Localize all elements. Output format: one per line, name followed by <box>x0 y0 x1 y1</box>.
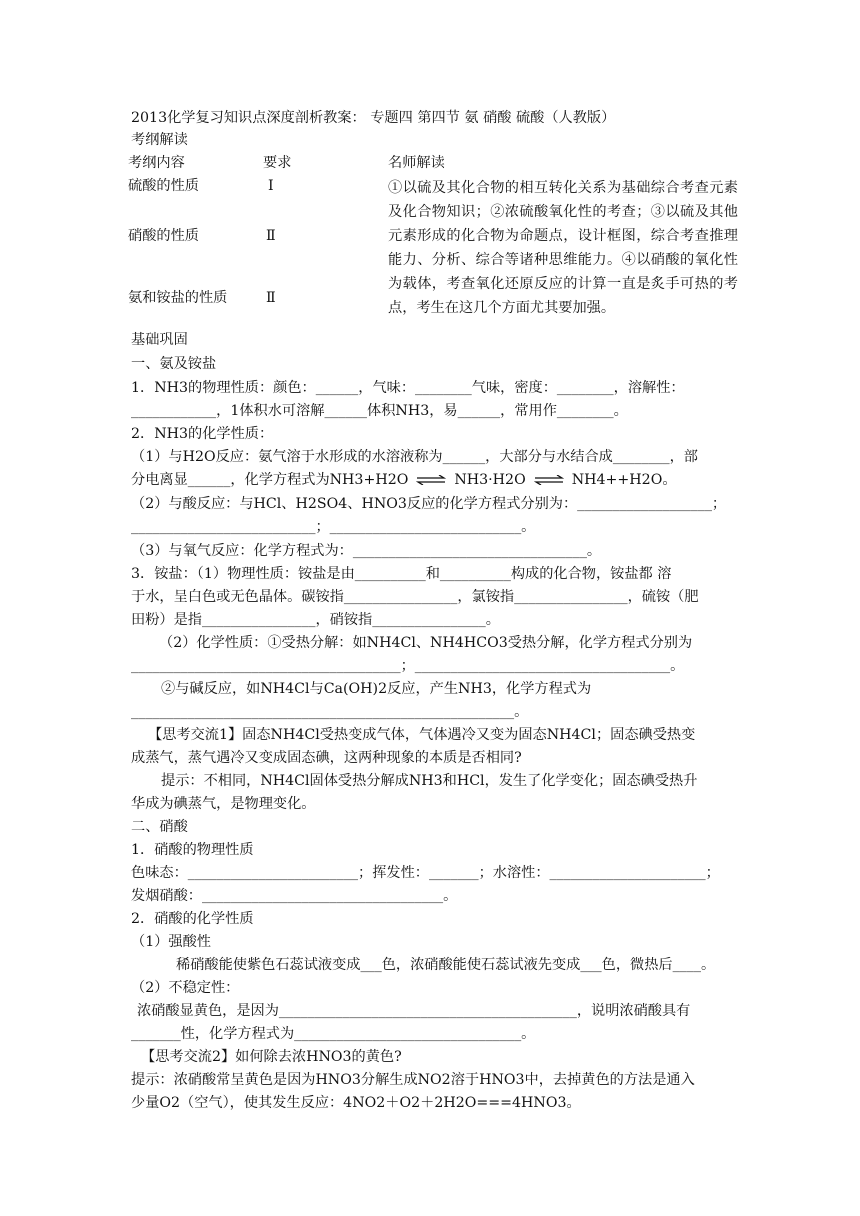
outline-row-requirement: Ⅱ <box>266 228 276 244</box>
outline-row-content: 硫酸的性质 <box>128 178 199 194</box>
exercise-line: 于水，呈白色或无色晶体。碳铵指________________，氯铵指________________，硫铵（肥 <box>131 589 699 605</box>
think-exchange-question: 成蒸气，蒸气遇冷又变成固态碘，这两种现象的本质是否相同? <box>131 750 522 766</box>
exercise-line: 田粉）是指________________，硝铵指________________。 <box>131 612 500 628</box>
exercise-line: （1）与H2O反应：氨气溶于水形成的水溶液称为______，大部分与水结合成________，部 <box>131 449 698 465</box>
exercise-line: 3．铵盐：（1）物理性质：铵盐是由__________和__________构成的化合物，铵盐都 溶 <box>131 566 672 582</box>
equilibrium-arrow-icon <box>416 475 446 485</box>
equation-line <box>131 470 677 491</box>
exercise-line: _______性，化学方程式为________________________________。 <box>131 1026 536 1042</box>
exercise-line: （2）不稳定性： <box>131 980 240 996</box>
equilibrium-arrow-icon <box>534 475 564 485</box>
exercise-line: （2）与酸反应：与HCl、H2SO4、HNO3反应的化学方程式分别为：___________________； <box>131 496 727 512</box>
document-title: 2013化学复习知识点深度剖析教案： 专题四 第四节 氨 硝酸 硫酸（人教版） <box>131 110 616 126</box>
think-exchange-hint: 华成为碘蒸气，是物理变化。 <box>131 796 316 812</box>
think-exchange-hint: 少量O2（空气），使其发生反应：4NO2＋O2＋2H2O===4HNO3。 <box>131 1095 581 1111</box>
exercise-line: ______________________________________；____________________________________。 <box>131 658 685 674</box>
think-exchange-hint: 提示：浓硝酸常呈黄色是因为HNO3分解生成NO2溶于HNO3中，去掉黄色的方法是通入 <box>131 1072 695 1088</box>
basics-heading: 基础巩固 <box>131 332 188 348</box>
think-exchange-label: 【思考交流1】 <box>148 727 243 743</box>
exercise-line: 稀硝酸能使紫色石蕊试液变成___色，浓硝酸能使石蕊试液先变成___色，微热后____。 <box>176 957 716 973</box>
outline-commentary: ①以硫及其化合物的相互转化关系为基础综合考查元素及化合物知识；②浓硫酸氧化性的考查；③以硫及其他元素形成的化合物为命题点，设计框图，综合考查推理能力、分析、综合等诸种思维能力。④以硝酸的氧化性为载体，考查氧化还原反应的计算一直是炙手可热的考点，考生在这几个方面尤其要加强。 <box>388 180 738 316</box>
exercise-line: 2．硝酸的化学性质 <box>131 911 254 927</box>
exercise-line: 1．NH3的物理性质：颜色：______，气味：________气味，密度：________，溶解性： <box>131 380 685 396</box>
think-exchange-hint: 提示：不相同，NH4Cl固体受热分解成NH3和HCl，发生了化学变化；固态碘受热升 <box>161 773 698 789</box>
equation-text: NH4++H2O。 <box>571 472 677 488</box>
outline-row-requirement: Ⅰ <box>268 178 274 194</box>
col-header-content: 考纲内容 <box>128 155 185 171</box>
outline-row-content: 硝酸的性质 <box>128 228 199 244</box>
section-1-title: 一、氨及铵盐 <box>131 356 217 372</box>
outline-row-requirement: Ⅱ <box>266 290 276 306</box>
think-exchange-1 <box>148 725 695 746</box>
exercise-line: （2）化学性质：①受热分解：如NH4Cl、NH4HCO3受热分解，化学方程式分别为 <box>159 635 693 651</box>
exercise-line: __________________________；___________________________。 <box>131 519 536 535</box>
section-2-title: 二、硝酸 <box>131 819 188 835</box>
outline-row-content: 氨和铵盐的性质 <box>128 290 228 306</box>
exercise-line: （1）强酸性 <box>131 934 211 950</box>
exercise-line: 浓硝酸显黄色，是因为__________________________________________，说明浓硝酸具有 <box>137 1003 691 1019</box>
exercise-line: 1．硝酸的物理性质 <box>131 842 254 858</box>
think-exchange-question: 如何除去浓HNO3的黄色? <box>235 1049 402 1065</box>
exercise-line: 发烟硝酸：__________________________________。 <box>131 888 458 904</box>
exercise-line: （3）与氧气反应：化学方程式为：_________________________________。 <box>131 543 602 559</box>
exercise-line: 色味态：________________________；挥发性：_______；水溶性：______________________； <box>131 865 720 881</box>
exercise-line: 2．NH3的化学性质： <box>131 426 274 442</box>
exercise-line: ②与碱反应，如NH4Cl与Ca(OH)2反应，产生NH3，化学方程式为 <box>161 681 592 697</box>
exercise-line: ____________，1体积水可溶解______体积NH3，易______，常用作________。 <box>131 403 628 419</box>
think-exchange-label: 【思考交流2】 <box>141 1049 236 1065</box>
exercise-line: ______________________________________________________。 <box>131 704 529 720</box>
col-header-commentary: 名师解读 <box>388 155 445 171</box>
think-exchange-question: 固态NH4Cl受热变成气体，气体遇冷又变为固态NH4Cl；固态碘受热变 <box>242 727 696 743</box>
col-header-requirement: 要求 <box>263 155 292 171</box>
equation-text: NH3·H2O <box>454 472 526 488</box>
outline-heading: 考纲解读 <box>131 132 188 148</box>
equation-text: 分电离显______，化学方程式为NH3+H2O <box>131 472 409 488</box>
think-exchange-2 <box>141 1047 402 1068</box>
